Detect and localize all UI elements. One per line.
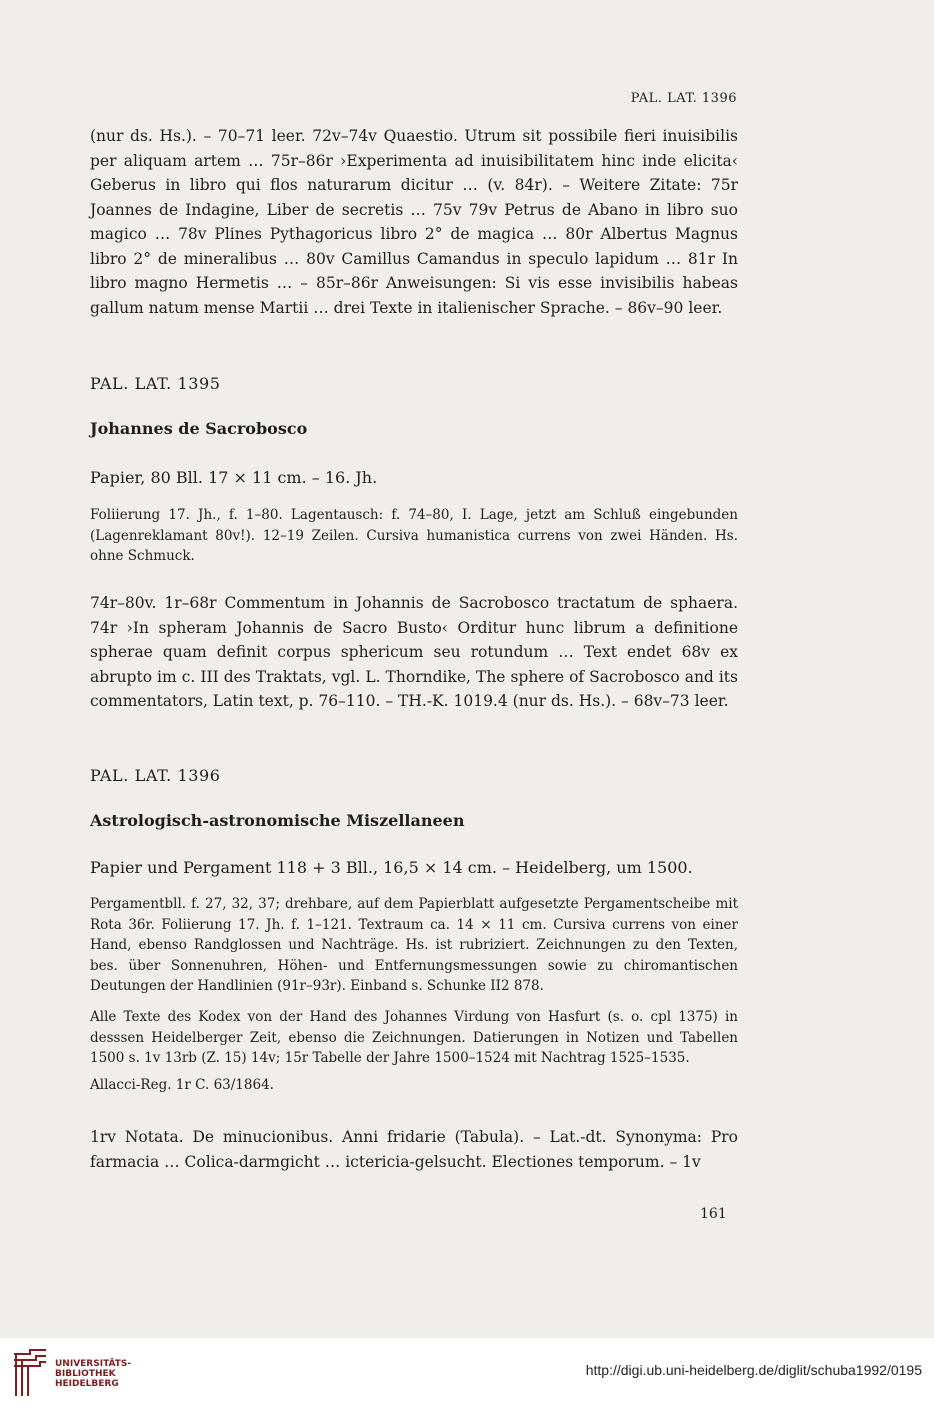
logo-line: HEIDELBERG [55, 1379, 119, 1389]
sigla-1395: PAL. LAT. 1395 [90, 374, 221, 393]
logo-line: BIBLIOTHEK [55, 1369, 116, 1379]
sigla-1396: PAL. LAT. 1396 [90, 766, 221, 785]
running-head: PAL. LAT. 1396 [630, 91, 737, 106]
author-1395: Johannes de Sacrobosco [90, 419, 308, 438]
contents-1396: 1rv Notata. De minucionibus. Anni fridarie (Tabula). – Lat.-dt. Synonyma: Pro farmacia … Colica-darmgicht … ictericia-gelsucht. Electiones temporum. – 1v [90, 1128, 738, 1171]
page-number: 161 [700, 1206, 727, 1222]
continuation-paragraph [90, 124, 738, 320]
viewer-footer [0, 1338, 934, 1410]
scribe-1396: Alle Texte des Kodex von der Hand des Johannes Virdung von Hasfurt (s. o. cpl 1375) in desssen Heidelberger Zeit, ebenso die Zeichnungen. Datierungen in Notizen und Tabellen 1500 s. 1v 13rb (Z. 15) 14v; 15r Tabelle der Jahre 1500–1524 mit Nachtrag 1525–1535. [90, 1009, 738, 1066]
material-1395: Papier, 80 Bll. 17 × 11 cm. – 16. Jh. [90, 468, 378, 487]
description-1395: Foliierung 17. Jh., f. 1–80. Lagentausch: f. 74–80, I. Lage, jetzt am Schluß eingebunden (Lagenreklamant 80v!). 12–19 Zeilen. Cursiva humanistica currens von zwei Händen. Hs. ohne Schmuck. [90, 507, 738, 564]
library-logo-text [55, 1359, 131, 1389]
contents-1395: 74r–80v. 1r–68r Commentum in Johannis de Sacrobosco tractatum de sphaera. 74r ›In spheram Johannis de Sacro Busto‹ Orditur hunc librum a definitione spherae quam definit corpus sphericum seu rotundum … Text endet 68v ex abrupto im c. III des Traktats, vgl. L. Thorndike, The sphere of Sacrobosco and its commentators, Latin text, p. 76–110. – TH.-K. 1019.4 (nur ds. Hs.). – 68v–73 leer. [90, 594, 738, 710]
university-library-logo-icon [10, 1346, 50, 1400]
description-1396: Pergamentbll. f. 27, 32, 37; drehbare, auf dem Papierblatt aufgesetzte Pergamentscheibe mit Rota 36r. Foliierung 17. Jh. f. 1–121. Textraum ca. 14 × 11 cm. Cursiva currens von einer Hand, ebenso Randglossen und Nachträge. Hs. ist rubriziert. Zeichnungen zu den Texten, bes. über Sonnenuhren, Höhen- und Entfernungsmessungen sowie zu chiromantischen Deutungen der Handlinien (91r–93r). Einband s. Schunke II2 878. [90, 896, 738, 994]
logo-line: UNIVERSITÄTS- [55, 1359, 132, 1369]
author-1396: Astrologisch-astronomische Miszellaneen [90, 811, 465, 830]
source-url[interactable]: http://digi.ub.uni-heidelberg.de/diglit/schuba1992/0195 [585, 1362, 922, 1378]
material-1396: Papier und Pergament 118 + 3 Bll., 16,5 × 14 cm. – Heidelberg, um 1500. [90, 858, 693, 877]
allacci-1396: Allacci-Reg. 1r C. 63/1864. [90, 1077, 274, 1093]
continuation-text: (nur ds. Hs.). – 70–71 leer. 72v–74v Quaestio. Utrum sit possibile fieri inuisibilis per aliquam artem … 75r–86r ›Experimenta ad inuisibilitatem hinc inde elicita‹ Geberus in libro qui flos naturarum dicitur … (v. 84r). – Weitere Zitate: 75r Joannes de Indagine, Liber de secretis … 75v 79v Petrus de Abano in libro suo magico … 78v Plines Pythagoricus libro 2° de magica … 80r Albertus Magnus libro 2° de mineralibus … 80v Camillus Camandus in speculo lapidum … 81r In libro magno Hermetis … – 85r–86r Anweisungen: Si vis esse invisibilis habeas gallum natum mense Martii … drei Texte in italienischer Sprache. – 86v–90 leer. [90, 127, 738, 317]
